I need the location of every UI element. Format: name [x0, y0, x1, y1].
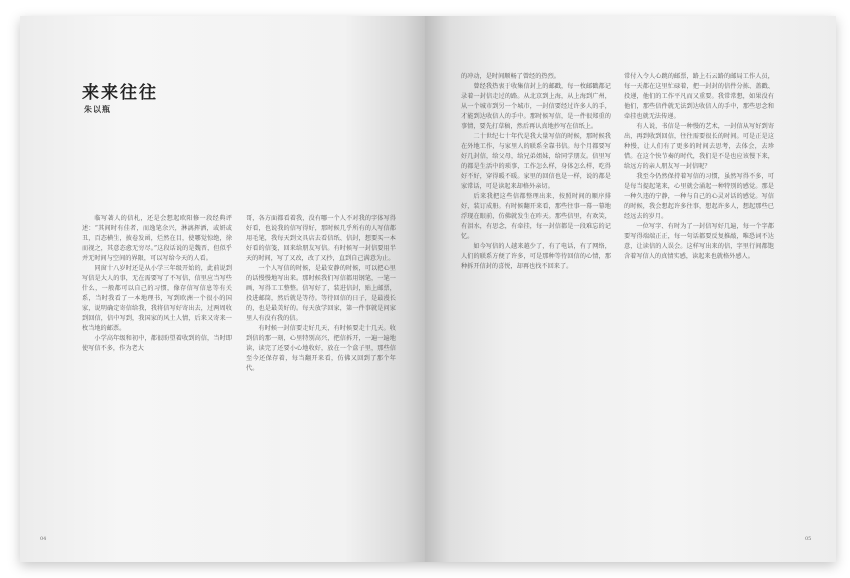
paragraph: 有时候一封信要走好几天，有时候要走十几天。收到信的那一刻，心里特别高兴，把信拆开，一遍一遍地读，读完了还要小心地收好，放在一个盒子里，那些信至今还保存着，每当翻开来看，仿佛又回到了那个年代。 [246, 325, 396, 372]
article-title: 来来往往 [82, 83, 158, 103]
paragraph: 曾经我热衷于收集信封上的邮戳，每一枚邮戳都记录着一封信走过的路。从北京到上海，从上海到广州，从一个城市到另一个城市，一封信要经过许多人的手，才能到达收信人的手中。那时候写信，是一件很郑重的事情，要先打草稿，然后再认真地抄写在信纸上。 [461, 83, 611, 130]
paragraph: 二十世纪七十年代是我大量写信的时候，那时候我在外地工作，与家里人的联系全靠书信。每个月都要写好几封信，给父母，给兄弟姐妹，给同学朋友。信里写的都是生活中的琐事，工作怎么样，身体怎么样，吃得好不好，穿得暖不暖。家里的回信也是一样，说的都是家常话，可是读起来却格外亲切。 [461, 133, 611, 190]
paragraph: 常付入令人心跳的邮票，路上石云路的邮局工作人员，每一天都在这里忙碌着，把一封封的信件分拣、盖戳、投递，他们的工作平凡而又重要。我常常想，如果没有他们，那些信件就无法到达收信人的手中，那些思念和牵挂也就无法传递。 [624, 73, 774, 120]
right-page [425, 16, 836, 562]
paragraph: 同窗十八岁时还是从小学三年级开始的，此前说到写信是大人的事，无在需要写了不写信，信里应当写些什么，一般都可以自己的习惯，像存信写信息等有关系，当时我看了一本地理书，写到欧洲一个很小的国家，说明确定寄信给我，我将信写好寄出去，过两周收到回信，信中写到，我国家的风土人情，后来又寄来一枚当地的邮票。 [82, 265, 232, 332]
paragraph: 后来我把这些信都整理出来，按照时间的顺序排好，装订成册。有时候翻开来看，那些往事一幕一幕地浮现在眼前，仿佛就发生在昨天。那些信里，有欢笑，有泪水，有思念，有牵挂，每一封信都是一段难忘的记忆。 [461, 193, 611, 240]
right-column-1 [461, 72, 611, 524]
paragraph: 的冲动，是时间顺畅了曾经的热烈。 [461, 73, 560, 80]
article-author: 朱以瓶 [84, 104, 111, 114]
paragraph: 临写著人的信札，还是会想起欧阳修一段经典评述：“其间时有佳者，而逸笔余兴，淋漓挥洒，或妍或丑，百态横生，披卷发函，烂然在目，使哪觉惊绝，徐而视之，其意态愈无穷尽。”这段话说的是魏晋，但似乎并无时间与空间的界限，可以写给今天的人看。 [82, 215, 232, 262]
paragraph: 哥，各方面都看着我，没有哪一个人不对我的字体写得好看，也说我的信写得好，那时候几乎所有的人写信都用毛笔，我每天到文具店去看信纸、信封，想要买一本好看的信笺，回来给朋友写信。有时候写一封信要用半天的时间，写了又改，改了又抄，直到自己满意为止。 [246, 215, 396, 262]
paragraph: 我至今仍然保持着写信的习惯，虽然写得不多，可是每当提起笔来，心里就会涌起一种特别的感觉。那是一种久违的宁静，一种与自己的心灵对话的感觉。写信的时候，我会想起许多往事，想起许多人，想起那些已经远去的岁月。 [624, 173, 774, 220]
page-number-right: 05 [805, 536, 812, 542]
left-column-1 [82, 214, 232, 519]
book-spread [20, 16, 836, 562]
right-column-2 [624, 72, 774, 524]
page-number-left: 04 [40, 536, 47, 542]
paragraph: 一个人写信的时候，是最安静的时候，可以把心里的话慢慢地写出来。那时候我们写信都用钢笔，一笔一画，写得工工整整。信写好了，装进信封，贴上邮票，投进邮筒，然后就是等待。等待回信的日子，是最漫长的，也是最美好的。每天放学回家，第一件事就是问家里人有没有我的信。 [246, 265, 396, 322]
paragraph: 小学高年级和初中，都很盼望着收到的信，当时即使写信不多，作为老大 [82, 335, 232, 352]
paragraph: 如今写信的人越来越少了，有了电话，有了网络，人们的联系方便了许多，可是那种等待回信的心情，那种拆开信封的喜悦，却再也找不回来了。 [461, 243, 611, 270]
paragraph: 一位写字、有时为了一封信写好几遍，每一个字都要写得端端正正，每一句话都要反复推敲，唯恐词不达意，让读信的人误会。这样写出来的信，字里行间都饱含着写信人的真情实感，读起来也就格外感人。 [624, 223, 774, 260]
left-page [20, 16, 425, 562]
left-column-2 [246, 214, 396, 519]
paragraph: 有人说，书信是一种慢的艺术，一封信从写好到寄出，再到收到回信，往往需要很长的时间。可是正是这种慢，让人们有了更多的时间去思考，去体会，去珍惜。在这个快节奏的时代，我们是不是也应该慢下来，给远方的亲人朋友写一封信呢？ [624, 123, 774, 170]
